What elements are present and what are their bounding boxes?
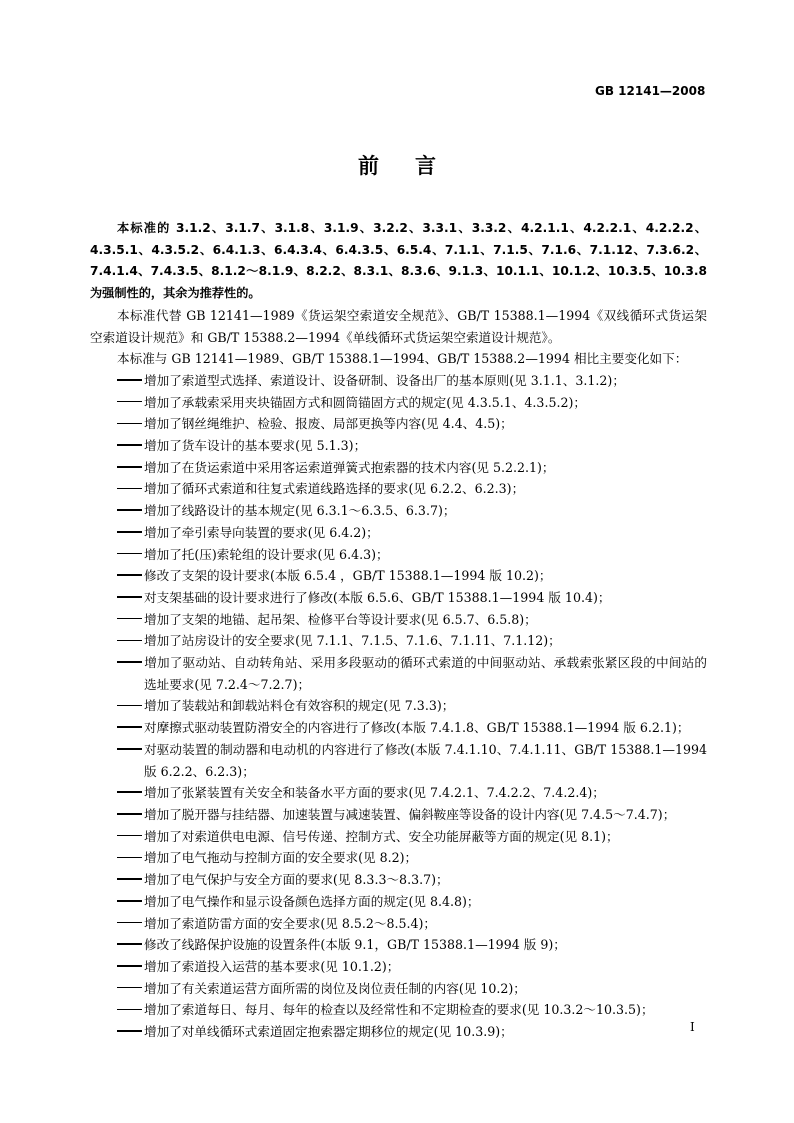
- dash-mark: [117, 826, 144, 848]
- change-item: 增加了电气拖动与控制方面的安全要求(见 8.2)；: [90, 847, 707, 869]
- dash-mark: [117, 370, 144, 392]
- change-item: 增加了钢丝绳维护、检验、报废、局部更换等内容(见 4.4、4.5)；: [90, 413, 707, 435]
- change-item: 增加了索道型式选择、索道设计、设备研制、设备出厂的基本原则(见 3.1.1、3.1.2)；: [90, 370, 707, 392]
- dash-mark: [117, 522, 144, 544]
- change-item: 增加了线路设计的基本规定(见 6.3.1～6.3.5、6.3.7)；: [90, 500, 707, 522]
- change-item: 对摩擦式驱动装置防滑安全的内容进行了修改(本版 7.4.1.8、GB/T 15388.1—1994 版 6.2.1)；: [90, 717, 707, 739]
- change-item: 增加了驱动站、自动转角站、采用多段驱动的循环式索道的中间驱动站、承载索张紧区段的中间站的选址要求(见 7.2.4～7.2.7)；: [90, 652, 707, 695]
- change-item: 增加了牵引索导向装置的要求(见 6.4.2)；: [90, 522, 707, 544]
- dash-mark: [117, 782, 144, 804]
- page-title: 前言: [358, 154, 472, 178]
- dash-mark: [117, 1021, 144, 1043]
- change-item: 修改了线路保护设施的设置条件(本版 9.1，GB/T 15388.1—1994 版 9)；: [90, 934, 707, 956]
- change-item: 增加了对单线循环式索道固定抱索器定期移位的规定(见 10.3.9)；: [90, 1021, 707, 1043]
- replacement-paragraph: 本标准代替 GB 12141—1989《货运架空索道安全规范》、GB/T 15388.1—1994《双线循环式货运架空索道设计规范》和 GB/T 15388.2—1994《单线循环式货运架空索道设计规范》。: [90, 307, 707, 345]
- page-number: I: [690, 1020, 695, 1034]
- changes-intro-paragraph: 本标准与 GB 12141—1989、GB/T 15388.1—1994、GB/T 15388.2—1994 相比主要变化如下：: [117, 351, 688, 367]
- dash-mark: [117, 478, 144, 500]
- dash-mark: [117, 739, 144, 761]
- change-item: 增加了电气保护与安全方面的要求(见 8.3.3～8.3.7)；: [90, 869, 707, 891]
- change-item: 增加了有关索道运营方面所需的岗位及岗位责任制的内容(见 10.2)；: [90, 978, 707, 1000]
- dash-mark: [117, 500, 144, 522]
- dash-mark: [117, 544, 144, 566]
- change-item: 对支架基础的设计要求进行了修改(本版 6.5.6、GB/T 15388.1—1994 版 10.4)；: [90, 587, 707, 609]
- changes-list: [90, 370, 707, 1043]
- dash-mark: [117, 717, 144, 739]
- dash-mark: [117, 847, 144, 869]
- foreword-body: [90, 218, 707, 1043]
- dash-mark: [117, 630, 144, 652]
- standard-number: GB 12141—2008: [595, 84, 706, 98]
- dash-mark: [117, 652, 144, 674]
- dash-mark: [117, 392, 144, 414]
- change-item: 增加了索道每日、每月、每年的检查以及经常性和不定期检查的要求(见 10.3.2～10.3.5)；: [90, 999, 707, 1021]
- change-item: 增加了循环式索道和往复式索道线路选择的要求(见 6.2.2、6.2.3)；: [90, 478, 707, 500]
- dash-mark: [117, 913, 144, 935]
- change-item: 增加了货车设计的基本要求(见 5.1.3)；: [90, 435, 707, 457]
- dash-mark: [117, 435, 144, 457]
- dash-mark: [117, 609, 144, 631]
- change-item: 增加了站房设计的安全要求(见 7.1.1、7.1.5、7.1.6、7.1.11、7.1.12)；: [90, 630, 707, 652]
- dash-mark: [117, 565, 144, 587]
- dash-mark: [117, 956, 144, 978]
- dash-mark: [117, 869, 144, 891]
- change-item: 增加了索道防雷方面的安全要求(见 8.5.2～8.5.4)；: [90, 913, 707, 935]
- dash-mark: [117, 695, 144, 717]
- dash-mark: [117, 413, 144, 435]
- change-item: 增加了索道投入运营的基本要求(见 10.1.2)；: [90, 956, 707, 978]
- change-item: 增加了对索道供电电源、信号传递、控制方式、安全功能屏蔽等方面的规定(见 8.1)；: [90, 826, 707, 848]
- change-item: 对驱动装置的制动器和电动机的内容进行了修改(本版 7.4.1.10、7.4.1.11、GB/T 15388.1—1994 版 6.2.2、6.2.3)；: [90, 739, 707, 782]
- dash-mark: [117, 978, 144, 1000]
- change-item: 增加了电气操作和显示设备颜色选择方面的规定(见 8.4.8)；: [90, 891, 707, 913]
- change-item: 修改了支架的设计要求(本版 6.5.4 ，GB/T 15388.1—1994 版 10.2)；: [90, 565, 707, 587]
- change-item: 增加了装载站和卸载站料仓有效容积的规定(见 7.3.3)；: [90, 695, 707, 717]
- mandatory-clauses-paragraph: 本标准的 3.1.2、3.1.7、3.1.8、3.1.9、3.2.2、3.3.1、3.3.2、4.2.1.1、4.2.2.1、4.2.2.2、4.3.5.1、4.3.5.2、6.4.1.3、6.4.3.4、6.4.3.5、6.5.4、7.1.1、7.1.5、7.1.6、7.1.12、7.3.6.2、7.4.1.4、7.4.3.5、8.1.2～8.1.9、8.2.2、8.3.1、8.3.6、9.1.3、10.1.1、10.1.2、10.3.5、10.3.8 为强制性的，其余为推荐性的。: [90, 221, 707, 301]
- change-item: 增加了支架的地锚、起吊架、检修平台等设计要求(见 6.5.7、6.5.8)；: [90, 609, 707, 631]
- dash-mark: [117, 587, 144, 609]
- dash-mark: [117, 934, 144, 956]
- dash-mark: [117, 804, 144, 826]
- dash-mark: [117, 999, 144, 1021]
- dash-mark: [117, 891, 144, 913]
- change-item: 增加了脱开器与挂结器、加速装置与减速装置、偏斜鞍座等设备的设计内容(见 7.4.5～7.4.7)；: [90, 804, 707, 826]
- change-item: 增加了承载索采用夹块锚固方式和圆筒锚固方式的规定(见 4.3.5.1、4.3.5.2)；: [90, 392, 707, 414]
- dash-mark: [117, 457, 144, 479]
- change-item: 增加了张紧装置有关安全和装备水平方面的要求(见 7.4.2.1、7.4.2.2、7.4.2.4)；: [90, 782, 707, 804]
- change-item: 增加了托(压)索轮组的设计要求(见 6.4.3)；: [90, 544, 707, 566]
- change-item: 增加了在货运索道中采用客运索道弹簧式抱索器的技术内容(见 5.2.2.1)；: [90, 457, 707, 479]
